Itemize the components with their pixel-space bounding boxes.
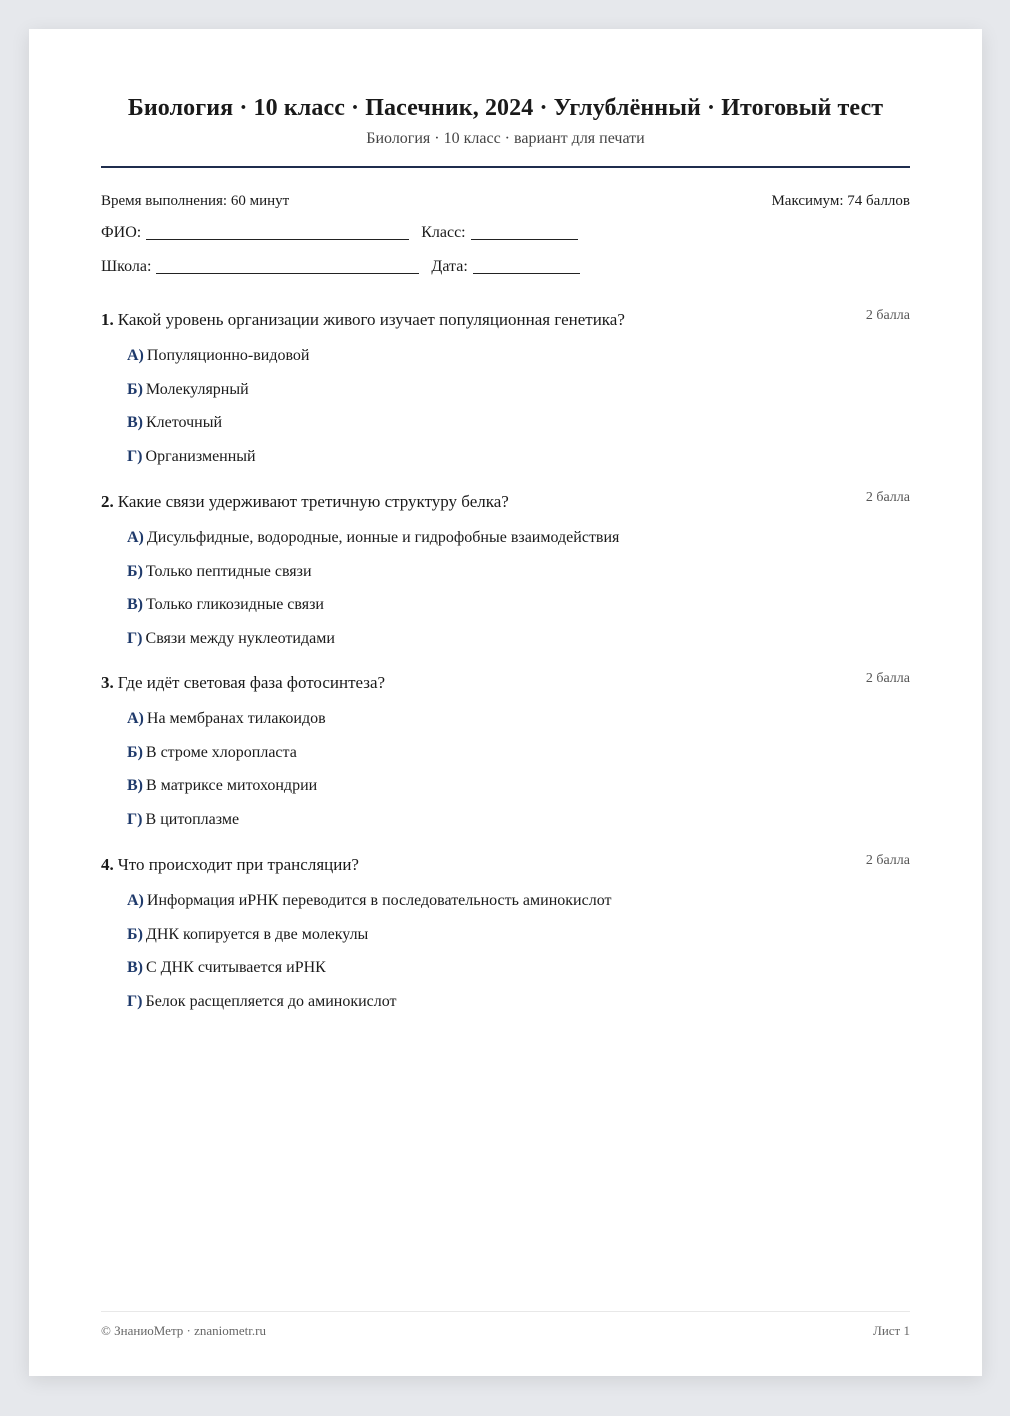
question-points: 2 балла [865,671,910,686]
answer-option-a[interactable] [127,709,910,743]
answer-option-a[interactable] [127,891,910,925]
page-title: Биология · 10 класс · Пасечник, 2024 · Углублённый · Итоговый тест [127,95,884,121]
test-sheet [29,29,982,1376]
answer-option-b[interactable] [127,743,910,777]
answer-option-b[interactable] [127,562,910,596]
option-letter: Г) [127,992,143,1010]
question-2 [101,492,910,662]
question-points: 2 балла [865,853,910,868]
sheet-content [101,29,910,1376]
question-number: 3. [101,673,114,692]
option-text: В строме хлоропласта [145,743,297,761]
answer-options [101,891,910,1025]
option-letter: Г) [127,447,143,465]
option-text: Информация иРНК переводится в последовательность аминокислот [146,892,612,909]
footer-divider [101,1311,910,1312]
fio-label: ФИО: [101,224,142,241]
answer-option-b[interactable] [127,380,910,414]
fio-class-row [101,224,578,242]
answer-option-g[interactable] [127,629,910,663]
answer-option-g[interactable] [127,447,910,481]
option-letter: Б) [127,743,143,761]
option-text: В цитоплазме [145,810,240,828]
question-header [101,310,910,334]
question-number: 2. [101,492,114,511]
question-points: 2 балла [865,308,910,323]
answer-option-v[interactable] [127,413,910,447]
option-letter: А) [127,892,144,909]
question-text: Где идёт световая фаза фотосинтеза? [117,673,386,692]
question-text: Что происходит при трансляции? [117,855,359,874]
option-letter: А) [127,529,144,546]
option-letter: В) [127,777,143,794]
option-text: На мембранах тилакоидов [146,710,326,727]
answer-option-v[interactable] [127,958,910,992]
option-text: Дисульфидные, водородные, ионные и гидрофобные взаимодействия [146,529,620,546]
option-letter: Б) [127,925,143,943]
option-letter: В) [127,596,143,613]
option-text: В матриксе митохондрии [146,777,318,794]
answer-option-v[interactable] [127,776,910,810]
question-header [101,855,910,879]
answer-option-g[interactable] [127,810,910,844]
page-subtitle: Биология · 10 класс · вариант для печати [366,130,645,147]
answer-option-a[interactable] [127,346,910,380]
question-points: 2 балла [865,490,910,505]
question-1 [101,310,910,480]
option-letter: Г) [127,810,143,828]
footer-copyright: © ЗнаниоМетр · znaniometr.ru [101,1323,266,1338]
date-label: Дата: [431,258,468,275]
option-letter: Б) [127,380,143,398]
answer-option-v[interactable] [127,595,910,629]
date-field[interactable] [473,259,580,274]
answer-option-g[interactable] [127,992,910,1026]
option-letter: А) [127,710,144,727]
footer-page-number: Лист 1 [873,1323,910,1338]
question-header [101,673,910,697]
option-letter: Г) [127,629,143,647]
answer-options [101,709,910,843]
school-date-row [101,258,580,276]
option-text: Организменный [145,447,256,465]
question-text: Какие связи удерживают третичную структуру белка? [117,492,509,511]
option-text: С ДНК считывается иРНК [146,959,326,976]
question-number: 1. [101,310,114,329]
answer-options [101,528,910,662]
option-text: ДНК копируется в две молекулы [145,925,369,943]
time-limit: Время выполнения: 60 минут [101,193,290,209]
option-text: Только гликозидные связи [146,596,324,613]
header-divider [101,166,910,168]
option-text: Только пептидные связи [145,562,312,580]
class-field[interactable] [471,225,578,240]
question-4 [101,855,910,1025]
option-letter: А) [127,347,144,364]
option-letter: В) [127,959,143,976]
option-text: Молекулярный [145,380,249,398]
max-score: Максимум: 74 баллов [771,193,910,209]
answer-options [101,346,910,480]
option-text: Белок расщепляется до аминокислот [145,992,397,1010]
option-text: Популяционно-видовой [146,347,310,364]
school-field[interactable] [156,259,419,274]
answer-option-b[interactable] [127,925,910,959]
question-number: 4. [101,855,114,874]
question-3 [101,673,910,843]
question-text: Какой уровень организации живого изучает популяционная генетика? [117,310,625,329]
option-text: Связи между нуклеотидами [145,629,335,647]
fio-field[interactable] [146,225,409,240]
school-label: Школа: [101,258,152,275]
class-label: Класс: [421,224,466,241]
option-letter: В) [127,414,143,431]
option-text: Клеточный [146,414,223,431]
question-header [101,492,910,516]
option-letter: Б) [127,562,143,580]
answer-option-a[interactable] [127,528,910,562]
